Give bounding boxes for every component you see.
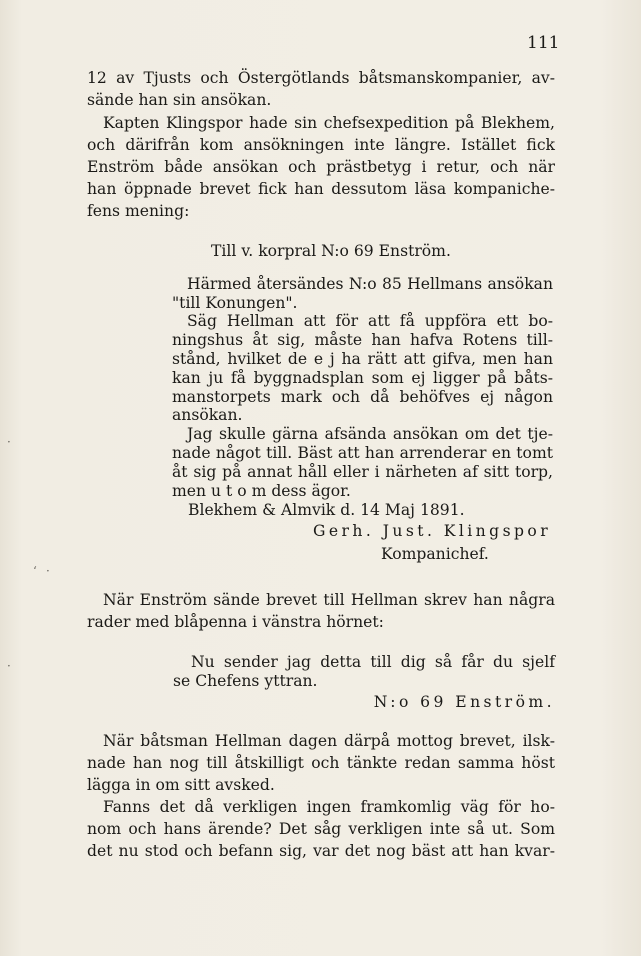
letter-line: Jag skulle gärna afsända ansökan om det tje- — [187, 425, 553, 443]
text-line: Enström både ansökan och prästbetyg i retur, och när — [87, 158, 555, 176]
letter-line: manstorpets mark och då behöfves ej någon — [172, 388, 553, 406]
stray-mark: · — [7, 435, 11, 449]
text-line: och därifrån kom ansökningen inte längre. Istället fick — [87, 136, 555, 154]
letter-line: "till Konungen". — [172, 294, 298, 312]
letter-title: Kompanichef. — [381, 545, 489, 563]
text-line: nade han nog till åtskilligt och tänkte redan samma höst — [87, 754, 555, 772]
text-line: det nu stod och befann sig, var det nog bäst att han kvar- — [87, 842, 555, 860]
text-line: När båtsman Hellman dagen därpå mottog brevet, ilsk- — [103, 732, 555, 750]
text-line: rader med blåpenna i vänstra hörnet: — [87, 613, 384, 631]
note-line: Nu sender jag detta till dig så får du sjelf — [191, 653, 555, 671]
text-line: 12 av Tjusts och Östergötlands båtsmanskompanier, av- — [87, 69, 555, 87]
letter-line: men u t o m dess ägor. — [172, 482, 351, 500]
stray-mark: ‘ — [33, 564, 37, 578]
letter-line: Säg Hellman att för att få uppföra ett bo- — [187, 312, 553, 330]
letter-line: stånd, hvilket de e j ha rätt att gifva, men han — [172, 350, 553, 368]
letter-salutation: Till v. korpral N:o 69 Enström. — [211, 242, 451, 260]
stray-mark: · — [46, 564, 50, 578]
letter-place-date: Blekhem & Almvik d. 14 Maj 1891. — [188, 501, 465, 519]
text-line: Kapten Klingspor hade sin chefsexpedition på Blekhem, — [103, 114, 555, 132]
note-signature: N:o 69 Enström. — [373, 693, 555, 711]
text-line: Fanns det då verkligen ingen framkomlig väg för ho- — [103, 798, 555, 816]
text-line: han öppnade brevet fick han dessutom läsa kompaniche- — [87, 180, 555, 198]
letter-line: ansökan. — [172, 406, 243, 424]
letter-line: åt sig på annat håll eller i närheten af sitt torp, — [172, 463, 553, 481]
letter-line: ningshus åt sig, måste han hafva Rotens till- — [172, 331, 553, 349]
text-line: sände han sin ansökan. — [87, 91, 272, 109]
text-line: lägga in om sitt avsked. — [87, 776, 275, 794]
text-line: nom och hans ärende? Det såg verkligen inte så ut. Som — [87, 820, 555, 838]
letter-signature: Gerh. Just. Klingspor — [313, 522, 552, 540]
text-line: fens mening: — [87, 202, 190, 220]
stray-mark: · — [7, 659, 11, 673]
letter-line: Härmed återsändes N:o 85 Hellmans ansökan — [187, 275, 553, 293]
page-number: 111 — [527, 33, 560, 53]
letter-line: nade något till. Bäst att han arrenderar en tomt — [172, 444, 553, 462]
text-line: När Enström sände brevet till Hellman skrev han några — [103, 591, 555, 609]
letter-line: kan ju få byggnadsplan som ej ligger på båts- — [172, 369, 553, 387]
note-line: se Chefens yttran. — [173, 672, 318, 690]
